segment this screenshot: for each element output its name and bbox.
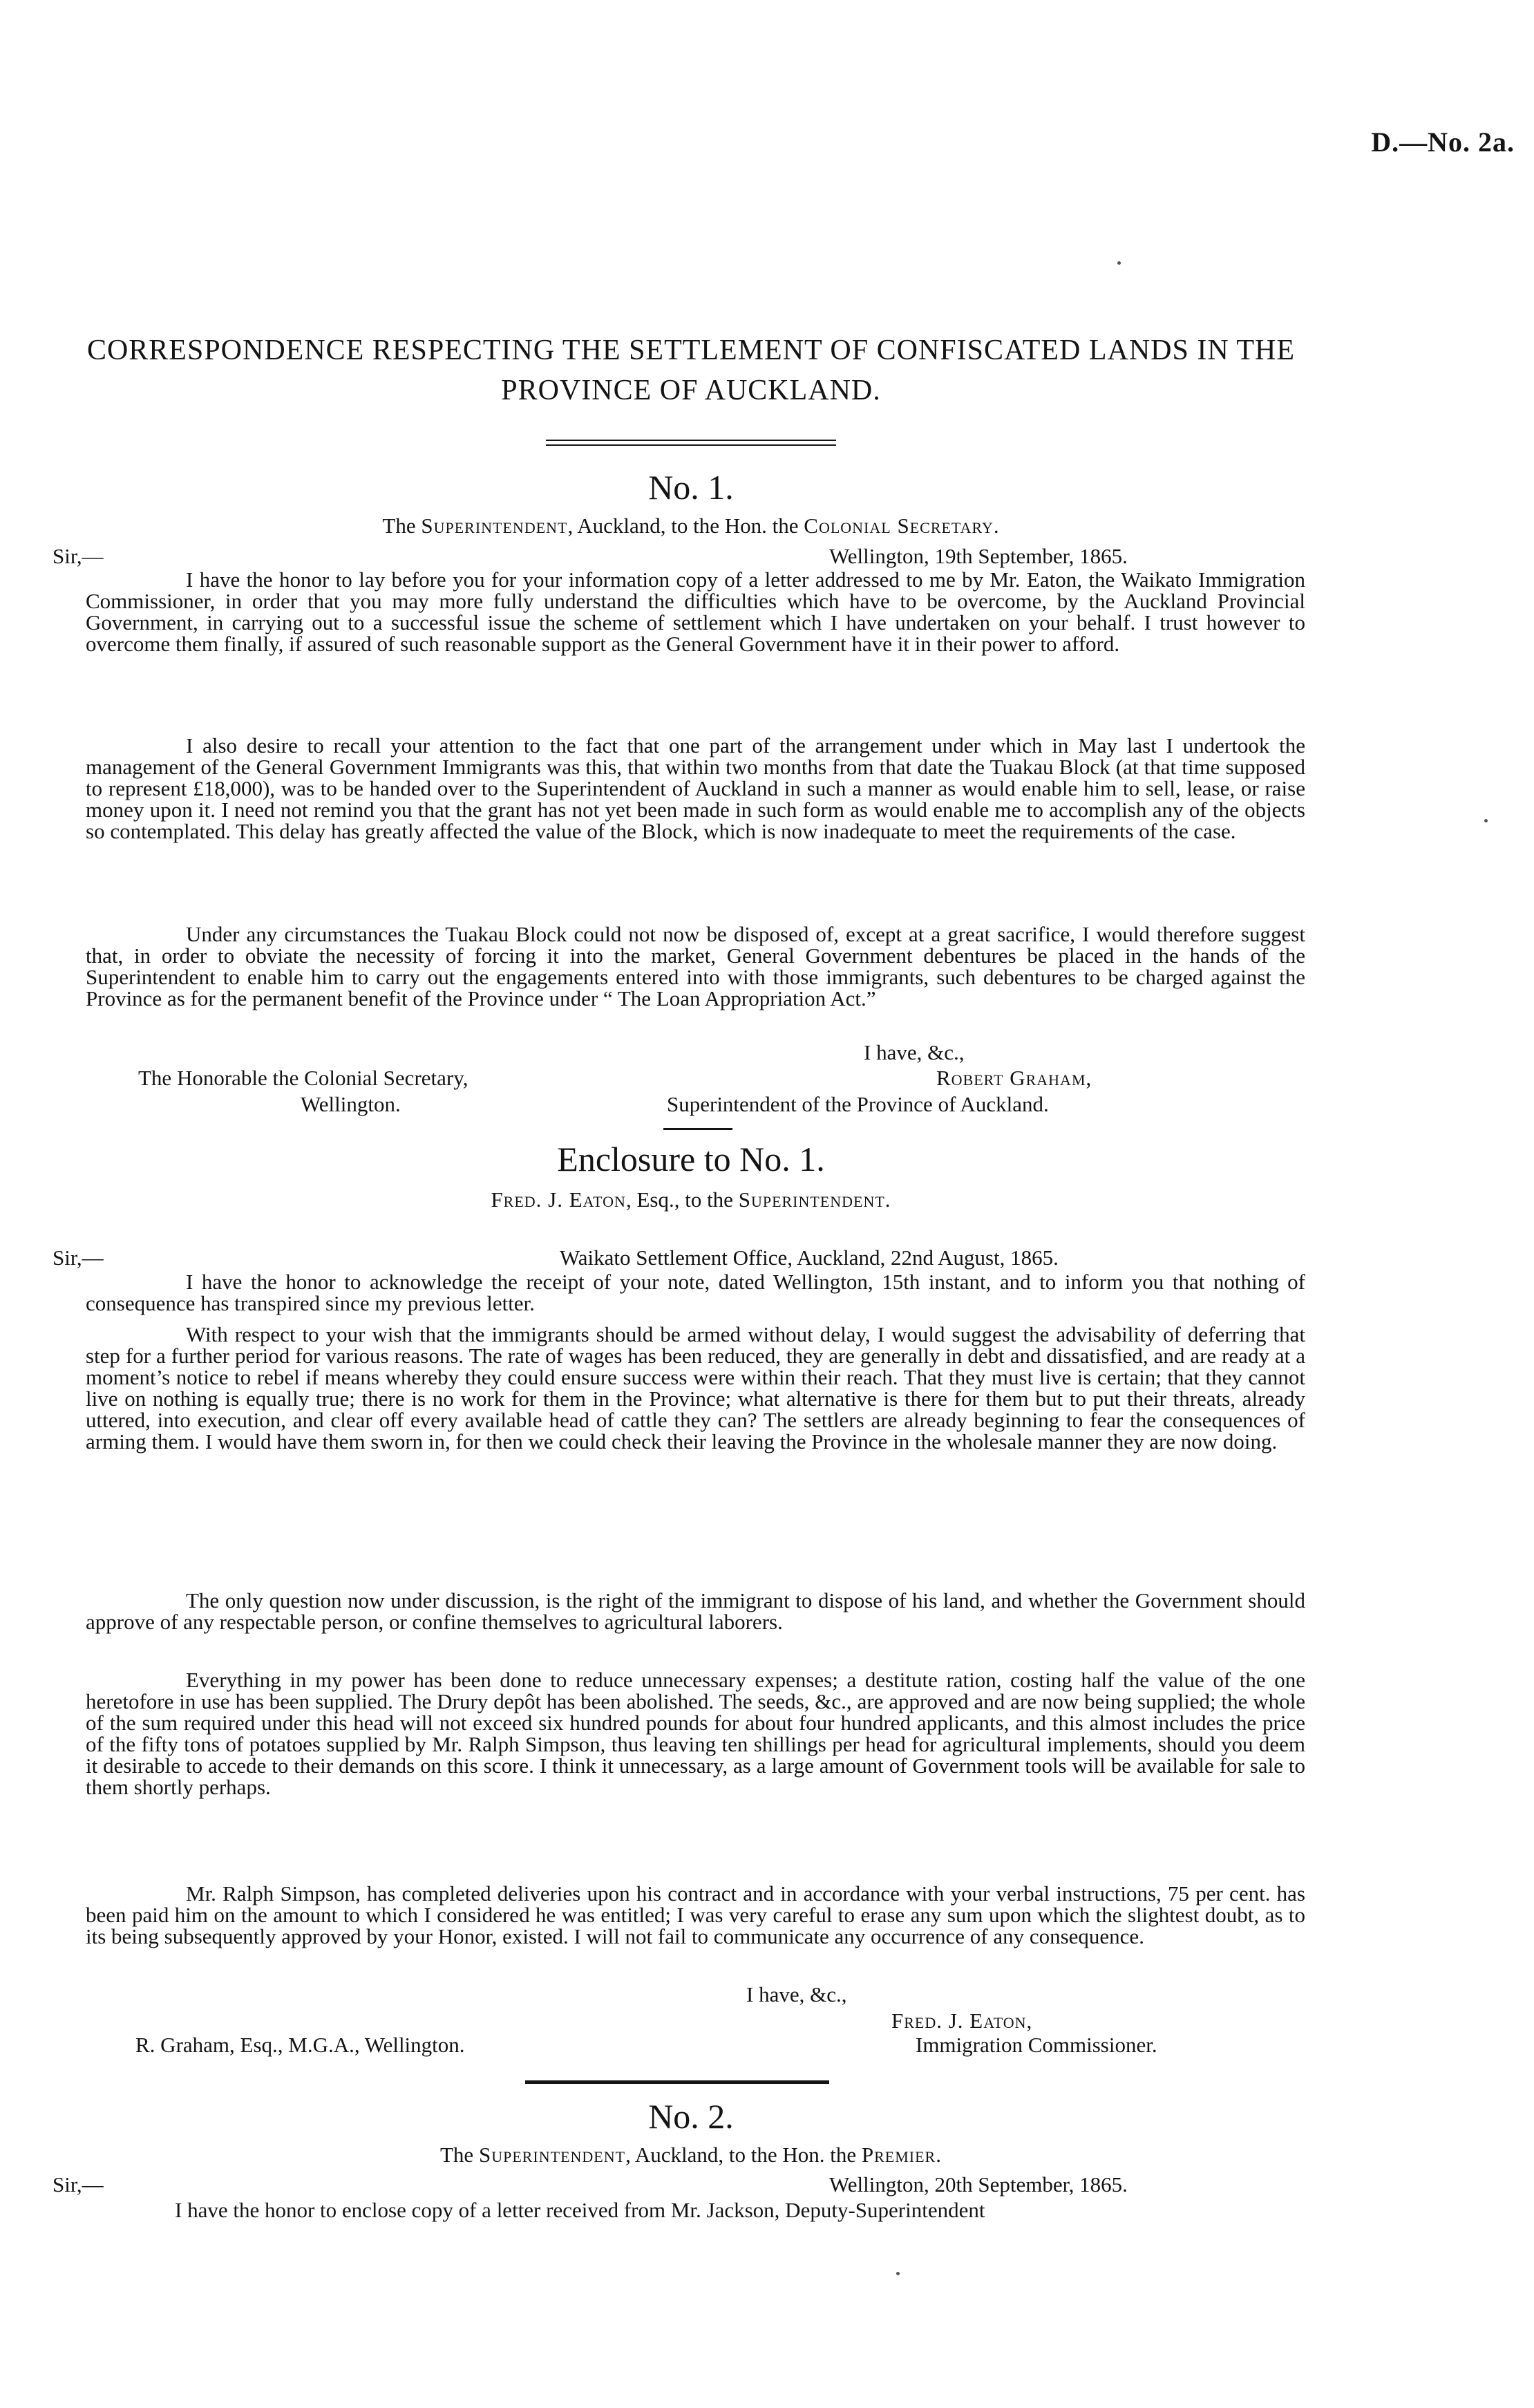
- section-rule-thick: [525, 2080, 829, 2084]
- letter-1-signature-title: Superintendent of the Province of Auckland.: [667, 1092, 1049, 1116]
- enclosure-heading: Enclosure to No. 1.: [557, 1140, 825, 1178]
- print-speck: [1117, 261, 1121, 265]
- document-reference: D.—No. 2a.: [1371, 126, 1515, 158]
- print-speck: [896, 2272, 900, 2275]
- letter-2-first-line: I have the honor to enclose copy of a letter received from Mr. Jackson, Deputy-Superintendent: [175, 2198, 985, 2222]
- letter-1-salutation: Sir,—: [53, 544, 104, 568]
- letter-1-closing: I have, &c.,: [864, 1040, 965, 1064]
- enclosure-paragraph: Everything in my power has been done to reduce unnecessary expenses; a destitute ration, costing half the value of the one heretofore in use has been supplied. The Drury depôt has been abolished. The seeds, &c., are approved and are now being supplied; the whole of the sum required under this head will not exceed six hundred pounds for about four hundred applicants, and this almost includes the price of the fifty tons of potatoes supplied by Mr. Ralph Simpson, thus leaving ten shillings per head for agricultural implements, should you deem it desirable to accede to their demands on this score. I think it unnecessary, as a large amount of Government tools will be available for sale to them shortly perhaps.: [86, 1668, 1305, 1799]
- letter-1-paragraph: I also desire to recall your attention to the fact that one part of the arrangement under which in May last I undertook the management of the General Government Immigrants was this, that within two months from that date the Tuakau Block (at that time supposed to represent £18,000), was to be handed over to the Superintendent of Auckland in such a manner as would enable him to sell, lease, or raise money upon it. I need not remind you that the grant has not yet been made in such form as would enable me to accomplish any of the objects so contemplated. This delay has greatly affected the value of the Block, which is now inadequate to meet the requirements of the case.: [86, 733, 1305, 843]
- letter-1-paragraph: Under any circumstances the Tuakau Block could not now be disposed of, except at a great sacrifice, I would therefore suggest that, in order to obviate the necessity of forcing it into the market, General Government debentures be placed in the hands of the Superintendent to enable him to carry out the engagements entered into with those immigrants, such debentures to be charged against the Province as for the permanent benefit of the Province under “ The Loan Appropriation Act.”: [86, 922, 1305, 1010]
- enclosure-signature-title: Immigration Commissioner.: [916, 2033, 1157, 2057]
- enclosure-dateline: Waikato Settlement Office, Auckland, 22nd August, 1865.: [560, 1245, 1059, 1270]
- title-rule-top: [546, 440, 836, 441]
- letter-2-dateline: Wellington, 20th September, 1865.: [829, 2172, 1128, 2197]
- letter-2-salutation: Sir,—: [53, 2172, 104, 2197]
- enclosure-addressee: R. Graham, Esq., M.G.A., Wellington.: [135, 2033, 465, 2057]
- section-rule: [663, 1128, 732, 1130]
- enclosure-closing: I have, &c.,: [746, 1982, 847, 2006]
- letter-1-dateline: Wellington, 19th September, 1865.: [829, 544, 1128, 568]
- title-rule-bottom: [546, 444, 836, 446]
- enclosure-paragraph: I have the honor to acknowledge the receipt of your note, dated Wellington, 15th instant, and to inform you that nothing of consequence has transpired since my previous letter.: [86, 1270, 1305, 1315]
- enclosure-correspondents: Fred. J. Eaton, Esq., to the Superintendent.: [491, 1187, 891, 1212]
- print-speck: [1484, 819, 1488, 822]
- letter-1-addressee: The Honorable the Colonial Secretary,: [138, 1066, 468, 1090]
- enclosure-signature: Fred. J. Eaton,: [891, 2009, 1033, 2033]
- letter-2-correspondents: The Superintendent, Auckland, to the Hon. the Premier.: [440, 2143, 942, 2167]
- enclosure-salutation: Sir,—: [53, 1245, 104, 1270]
- letter-1-addressee-city: Wellington.: [301, 1092, 401, 1116]
- enclosure-paragraph: Mr. Ralph Simpson, has completed deliveries upon his contract and in accordance with your verbal instructions, 75 per cent. has been paid him on the amount to which I considered he was entitled; I was very careful to erase any sum upon which the slightest doubt, as to its being subsequently approved by your Honor, existed. I will not fail to communicate any occurrence of any consequence.: [86, 1881, 1305, 1948]
- letter-1-signature: Robert Graham,: [936, 1066, 1092, 1090]
- document-title: CORRESPONDENCE RESPECTING THE SETTLEMENT OF CONFISCATED LANDS IN THE PROVINCE OF AUCKLAND.: [86, 335, 1296, 406]
- letter-2-number: No. 2.: [648, 2097, 734, 2136]
- enclosure-paragraph: With respect to your wish that the immigrants should be armed without delay, I would suggest the advisability of deferring that step for a further period for various reasons. The rate of wages has been reduced, they are generally in debt and dissatisfied, and are ready at a moment’s notice to rebel if means whereby they could ensure success were within their reach. That they must live is certain; that they cannot live on nothing is equally true; there is no work for them in the Province; what alternative is there for them but to put their threats, already uttered, into execution, and clear off every available head of cattle they can? The settlers are already beginning to fear the consequences of arming them. I would have them sworn in, for then we could check their leaving the Province in the wholesale manner they are now doing.: [86, 1322, 1305, 1454]
- enclosure-paragraph: The only question now under discussion, is the right of the immigrant to dispose of his land, and whether the Government should approve of any respectable person, or confine themselves to agricultural laborers.: [86, 1588, 1305, 1634]
- letter-1-number: No. 1.: [648, 468, 734, 507]
- letter-1-paragraph: I have the honor to lay before you for your information copy of a letter addressed to me by Mr. Eaton, the Waikato Immigration Commissioner, in order that you may more fully understand the difficulties which have to be overcome, by the Auckland Provincial Government, in carrying out to a successful issue the scheme of settlement which I have undertaken on your behalf. I trust however to overcome them finally, if assured of such reasonable support as the General Government have it in their power to afford.: [86, 567, 1305, 656]
- letter-1-correspondents: The Superintendent, Auckland, to the Hon. the Colonial Secretary.: [382, 514, 1000, 538]
